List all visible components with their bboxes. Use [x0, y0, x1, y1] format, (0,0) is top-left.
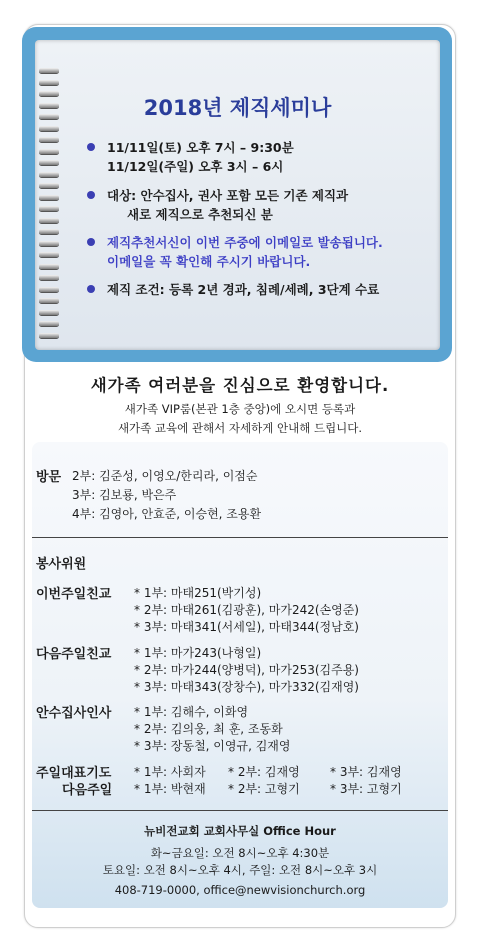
condition-line: 제직 조건: 등록 2년 경과, 침례/세례, 3단계 수료	[107, 282, 380, 297]
service-row: * 3부: 마태341(서세일), 마태344(정남호)	[134, 620, 359, 634]
fellowship-next-week-label: 다음주일친교	[36, 647, 112, 662]
bullet-icon	[87, 143, 95, 151]
prayer-cell: * 3부: 김재영	[330, 765, 402, 779]
service-row: * 3부: 마태343(장창수), 마가332(김재영)	[134, 680, 359, 694]
divider	[32, 537, 448, 538]
prayer-cell: * 1부: 사회자	[134, 765, 206, 779]
service-row: * 2부: 마가244(양병덕), 마가253(김주용)	[134, 663, 359, 677]
visit-label: 방문	[36, 470, 62, 485]
target-line-2: 새로 제직으로 추천되신 분	[127, 207, 273, 222]
welcome-headline: 새가족 여러분을 진심으로 환영합니다.	[90, 376, 390, 395]
welcome-line-1: 새가족 VIP룸(본관 1층 중앙)에 오시면 등록과	[124, 402, 356, 416]
office-contact[interactable]: 408-719-0000, office@newvisionchurch.org	[114, 883, 366, 897]
office-hours-line-1: 화~금요일: 오전 8시~오후 4:30분	[150, 846, 330, 860]
target-line-1: 대상: 안수집사, 권사 포함 모든 기존 제직과	[107, 188, 349, 203]
prayer-next-label: 다음주일	[62, 783, 113, 798]
visit-row: 3부: 김보룡, 박은주	[72, 488, 177, 502]
prayer-cell: * 3부: 고형기	[330, 782, 402, 796]
deacon-greeting-label: 안수집사인사	[36, 706, 112, 721]
divider	[32, 810, 448, 811]
notice-line-2: 이메일을 꼭 확인해 주시기 바랍니다.	[107, 254, 311, 269]
prayer-cell: * 1부: 박현재	[134, 782, 206, 796]
service-title: 봉사위원	[36, 557, 87, 572]
bullet-icon	[87, 191, 95, 199]
visit-row: 2부: 김준성, 이영오/한리라, 이점순	[72, 469, 258, 483]
schedule-line-2: 11/12일(주일) 오후 3시 – 6시	[107, 159, 284, 174]
schedule-line-1: 11/11일(토) 오후 7시 – 9:30분	[107, 140, 294, 155]
prayer-cell: * 2부: 고형기	[228, 782, 300, 796]
fellowship-this-week-label: 이번주일친교	[36, 587, 112, 602]
visit-row: 4부: 김영아, 안효준, 이승현, 조용환	[72, 507, 262, 521]
prayer-label: 주일대표기도	[36, 766, 112, 781]
bullet-icon	[87, 285, 95, 293]
service-row: * 1부: 마가243(나형일)	[134, 646, 262, 660]
welcome-line-2: 새가족 교육에 관해서 자세하게 안내해 드립니다.	[117, 421, 363, 435]
bullet-icon	[87, 238, 95, 246]
service-row: * 1부: 김해수, 이화영	[134, 705, 249, 719]
service-row: * 1부: 마태251(박기성)	[134, 586, 262, 600]
service-row: * 3부: 장동철, 이영규, 김재영	[134, 739, 291, 753]
prayer-cell: * 2부: 김재영	[228, 765, 300, 779]
service-row: * 2부: 마태261(김광훈), 마가242(손영준)	[134, 603, 359, 617]
office-title: 뉴비전교회 교회사무실 Office Hour	[144, 824, 336, 838]
notice-line-1: 제직추천서신이 이번 주중에 이메일로 발송됩니다.	[107, 235, 383, 250]
service-row: * 2부: 김의웅, 최 훈, 조동화	[134, 722, 283, 736]
notebook-card	[35, 40, 440, 350]
office-hours-line-2: 토요일: 오전 8시~오후 4시, 주일: 오전 8시~오후 3시	[102, 863, 378, 877]
seminar-title: 2018년 제직세미나	[143, 96, 332, 120]
